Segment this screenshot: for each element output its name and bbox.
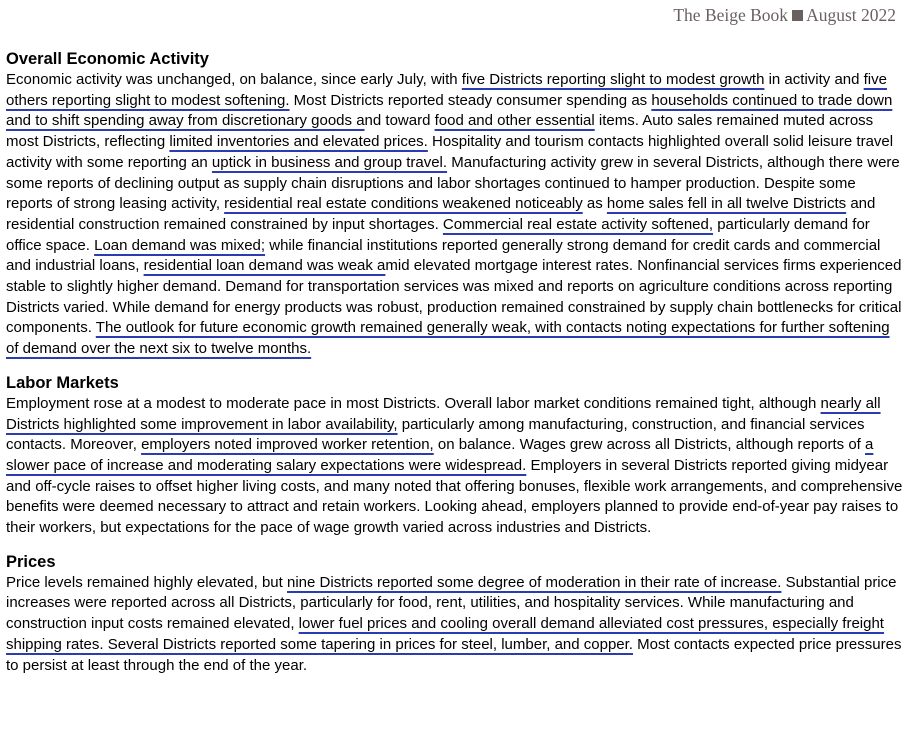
text-segment: Most contacts expected price pressures to persist at least through the end of the year.	[6, 635, 902, 674]
highlighted-text: Commercial real estate activity softened,	[442, 215, 714, 233]
square-icon	[792, 10, 803, 21]
text-segment: particularly demand for office space.	[6, 215, 870, 254]
text-segment: Employers in several Districts reported giving midyear and off-cycle raises to offset higher living costs, and many noted that offering bonuses, flexible work arrangements, and comprehensive benefits were deemed necessary to attract and retain workers. Looking ahead, employers planned to provide end-of-year pay raises to their workers, but expectations for the pace of wage growth varied across industries and Districts.	[6, 456, 903, 537]
text-segment: nd toward	[364, 112, 435, 130]
publication-title: The Beige Book	[673, 5, 789, 25]
section-paragraph	[6, 573, 906, 677]
section-heading: Labor Markets	[6, 373, 119, 392]
highlighted-text: nine Districts reported some degree of moderation in their rate of increase.	[287, 573, 782, 591]
highlighted-text: uptick in business and group travel.	[211, 153, 448, 171]
document-body	[6, 49, 906, 689]
text-segment: Manufacturing activity grew in several Districts, although there were some reports of declining output as supply chain disruptions and labor shortages continued to hamper production. Despite some reports of strong leasing activity,	[6, 153, 900, 213]
highlighted-text: residential loan demand was weak a	[143, 257, 386, 275]
text-segment: on balance. Wages grew across all Districts, although reports of	[433, 436, 866, 454]
text-segment: while financial institutions reported generally strong demand for credit cards and commercial and industrial loans,	[6, 236, 881, 275]
text-segment: as	[582, 195, 607, 213]
highlighted-text: households continued to trade down and to shift spending away from discretionary goods a	[6, 91, 893, 130]
highlighted-text: residential real estate conditions weakened noticeably	[224, 195, 583, 213]
section-paragraph	[6, 70, 906, 360]
text-segment: Substantial price increases were reported across all Districts, particularly for food, rent, utilities, and hospitality services. While manufacturing and construction input costs remained elevated,	[6, 573, 897, 633]
publication-date: August 2022	[806, 5, 896, 25]
highlighted-text: five others reporting slight to modest softening.	[6, 71, 887, 109]
section-overall-economic-activity	[6, 49, 906, 360]
text-segment: and residential construction remained constrained by input shortages.	[6, 195, 876, 233]
text-segment: mid elevated mortgage interest rates. Nonfinancial services firms experienced stable to slightly higher demand. Demand for transportation services was mixed and reports on agriculture conditions across reporting Districts varied. While demand for energy products was robust, production remained constrained by supply chain bottlenecks for critical components.	[6, 257, 902, 337]
text-segment: Hospitality and tourism contacts highlighted overall solid leisure travel activity with some reporting an	[6, 133, 894, 171]
highlighted-text: home sales fell in all twelve Districts	[606, 195, 847, 213]
section-heading: Overall Economic Activity	[6, 50, 209, 68]
section-labor-markets	[6, 373, 906, 539]
highlighted-text: a slower pace of increase and moderating salary expectations were widespread.	[6, 436, 874, 474]
text-segment: in activity and	[764, 71, 864, 88]
highlighted-text: lower fuel prices and cooling overall demand alleviated cost pressures, especially freight shipping rates. Several Districts reported some tapering in prices for steel, lumber, and copper.	[6, 615, 884, 653]
text-segment: items. Auto sales remained muted across most Districts, reflecting	[6, 112, 874, 151]
highlighted-text: employers noted improved worker retention,	[141, 436, 434, 454]
publication-header	[673, 5, 896, 26]
text-segment: Economic activity was unchanged, on balance, since early July, with	[6, 71, 462, 88]
highlighted-text: nearly all Districts highlighted some improvement in labor availability,	[6, 394, 881, 433]
highlighted-text: Loan demand was mixed;	[94, 236, 266, 254]
highlighted-text: food and other essential	[434, 112, 595, 130]
highlighted-text: five Districts reporting slight to modest growth	[461, 71, 765, 88]
section-heading: Prices	[6, 552, 56, 571]
section-paragraph	[6, 394, 906, 539]
text-segment: particularly among manufacturing, construction, and financial services contacts. Moreover,	[6, 415, 865, 454]
text-segment: Employment rose at a modest to moderate pace in most Districts. Overall labor market conditions remained tight, although	[6, 394, 821, 412]
text-segment: Most Districts reported steady consumer spending as	[289, 91, 652, 109]
highlighted-text: The outlook for future economic growth remained generally weak, with contacts noting expectations for further softening of demand over the next six to twelve months.	[6, 319, 890, 358]
text-segment: Price levels remained highly elevated, but	[6, 573, 287, 591]
section-prices	[6, 552, 906, 677]
highlighted-text: limited inventories and elevated prices.	[169, 133, 428, 151]
